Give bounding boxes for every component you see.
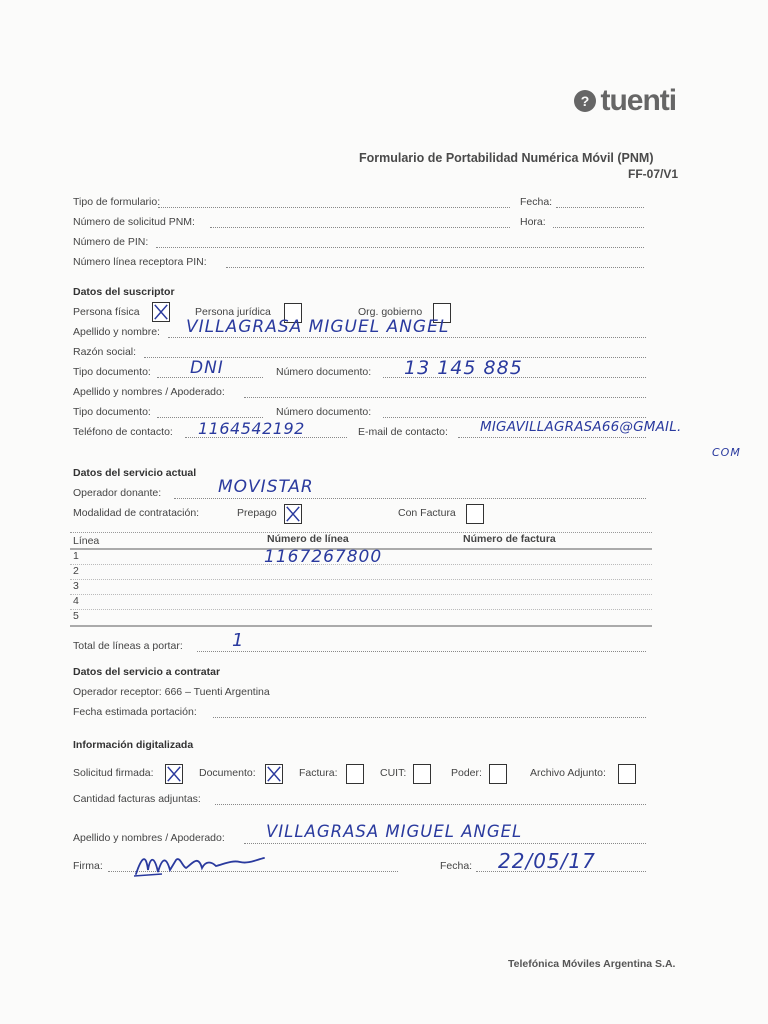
tuenti-logo-text: tuenti bbox=[600, 84, 677, 117]
persona-juridica-label: Persona jurídica bbox=[195, 306, 271, 318]
apellido-nombre-label: Apellido y nombre: bbox=[73, 326, 160, 338]
servicio-actual-heading: Datos del servicio actual bbox=[73, 467, 197, 479]
fecha-estimada-label: Fecha estimada portación: bbox=[73, 706, 197, 718]
tipo-formulario-field[interactable] bbox=[158, 207, 510, 208]
numero-solicitud-field[interactable] bbox=[210, 227, 510, 228]
con-factura-label: Con Factura bbox=[398, 507, 456, 519]
table-row-divider bbox=[70, 594, 652, 595]
cantidad-facturas-label: Cantidad facturas adjuntas: bbox=[73, 793, 201, 805]
digitalizada-heading: Información digitalizada bbox=[73, 739, 194, 751]
table-row: 1 bbox=[73, 550, 79, 562]
operador-donante-field[interactable] bbox=[174, 498, 646, 499]
documento-label: Documento: bbox=[199, 767, 256, 779]
table-row: 2 bbox=[73, 565, 79, 577]
checkmark-x-icon bbox=[266, 765, 282, 783]
operador-donante-label: Operador donante: bbox=[73, 487, 162, 499]
table-header-numero-factura: Número de factura bbox=[463, 533, 556, 545]
apoderado-final-label: Apellido y nombres / Apoderado: bbox=[73, 832, 225, 844]
fecha-final-value: 22/05/17 bbox=[498, 849, 596, 873]
handwritten-signature bbox=[132, 846, 272, 882]
checkmark-x-icon bbox=[153, 303, 169, 321]
operador-receptor-text: Operador receptor: 666 – Tuenti Argentina bbox=[73, 686, 270, 698]
checkmark-x-icon bbox=[285, 505, 301, 523]
form-code: FF-07/V1 bbox=[628, 167, 679, 181]
poder-label: Poder: bbox=[451, 767, 482, 779]
table-row-divider bbox=[70, 564, 652, 565]
solicitud-firmada-label: Solicitud firmada: bbox=[73, 767, 154, 779]
email-value: MIGAVILLAGRASA66@GMAIL. bbox=[480, 419, 682, 435]
telefono-label: Teléfono de contacto: bbox=[73, 426, 173, 438]
archivo-adjunto-label: Archivo Adjunto: bbox=[530, 767, 606, 779]
tipo-documento-value: DNI bbox=[190, 358, 224, 378]
fecha-field[interactable] bbox=[556, 207, 644, 208]
table-row: 4 bbox=[73, 595, 79, 607]
table-row-divider bbox=[70, 609, 652, 610]
tuenti-logo-mark-icon: ? bbox=[574, 90, 596, 112]
apellido-nombre-field[interactable] bbox=[168, 337, 646, 338]
persona-fisica-label: Persona física bbox=[73, 306, 140, 318]
factura-checkbox[interactable] bbox=[346, 764, 364, 784]
solicitud-firmada-checkbox[interactable] bbox=[165, 764, 183, 784]
total-lineas-label: Total de líneas a portar: bbox=[73, 640, 183, 652]
table-row: 5 bbox=[73, 610, 79, 622]
hora-field[interactable] bbox=[553, 227, 644, 228]
apoderado-label: Apellido y nombres / Apoderado: bbox=[73, 386, 225, 398]
tipo-documento2-label: Tipo documento: bbox=[73, 406, 151, 418]
table-top-rule bbox=[70, 532, 652, 533]
numero-pin-label: Número de PIN: bbox=[73, 236, 149, 248]
cuit-label: CUIT: bbox=[380, 767, 407, 779]
total-lineas-value: 1 bbox=[232, 630, 245, 651]
prepago-label: Prepago bbox=[237, 507, 277, 519]
persona-fisica-checkbox[interactable] bbox=[152, 302, 170, 322]
org-gobierno-label: Org. gobierno bbox=[358, 306, 423, 318]
numero-documento-label: Número documento: bbox=[276, 366, 372, 378]
total-lineas-field[interactable] bbox=[197, 651, 646, 652]
fecha-estimada-field[interactable] bbox=[213, 717, 646, 718]
numero-documento-value: 13 145 885 bbox=[404, 357, 523, 379]
hora-label: Hora: bbox=[520, 216, 546, 228]
suscriptor-heading: Datos del suscriptor bbox=[73, 286, 175, 298]
fecha-final-label: Fecha: bbox=[440, 860, 473, 872]
table-row-divider bbox=[70, 579, 652, 580]
email-label: E-mail de contacto: bbox=[358, 426, 448, 438]
checkmark-x-icon bbox=[166, 765, 182, 783]
apellido-nombre-value: VILLAGRASA MIGUEL ANGEL bbox=[186, 317, 450, 337]
tipo-documento-label: Tipo documento: bbox=[73, 366, 151, 378]
tuenti-logo bbox=[574, 84, 676, 118]
numero-documento2-field[interactable] bbox=[383, 417, 646, 418]
documento-checkbox[interactable] bbox=[265, 764, 283, 784]
telefono-value: 1164542192 bbox=[198, 419, 305, 438]
firma-label: Firma: bbox=[73, 860, 103, 872]
servicio-contratar-heading: Datos del servicio a contratar bbox=[73, 666, 221, 678]
table-header-numero-linea: Número de línea bbox=[267, 533, 349, 545]
apoderado-final-value: VILLAGRASA MIGUEL ANGEL bbox=[266, 822, 523, 841]
poder-checkbox[interactable] bbox=[489, 764, 507, 784]
numero-pin-field[interactable] bbox=[156, 247, 644, 248]
archivo-adjunto-checkbox[interactable] bbox=[618, 764, 636, 784]
numero-linea-receptora-label: Número línea receptora PIN: bbox=[73, 256, 207, 268]
form-title: Formulario de Portabilidad Numérica Móvil (PNM) bbox=[359, 151, 654, 165]
factura-label: Factura: bbox=[299, 767, 338, 779]
numero-linea-receptora-field[interactable] bbox=[226, 267, 644, 268]
apoderado-final-field[interactable] bbox=[244, 843, 646, 844]
fecha-label: Fecha: bbox=[520, 196, 553, 208]
con-factura-checkbox[interactable] bbox=[466, 504, 484, 524]
email-field[interactable] bbox=[458, 437, 646, 438]
tipo-documento2-field[interactable] bbox=[157, 417, 263, 418]
numero-solicitud-label: Número de solicitud PNM: bbox=[73, 216, 195, 228]
numero-documento2-label: Número documento: bbox=[276, 406, 372, 418]
operador-donante-value: MOVISTAR bbox=[218, 477, 314, 497]
razon-social-label: Razón social: bbox=[73, 346, 137, 358]
email-value-continuation: COM bbox=[712, 446, 741, 459]
modalidad-label: Modalidad de contratación: bbox=[73, 507, 200, 519]
table-header-linea: Línea bbox=[73, 535, 100, 547]
table-row-numero-value: 1167267800 bbox=[264, 547, 383, 567]
apoderado-field[interactable] bbox=[244, 397, 646, 398]
tipo-formulario-label: Tipo de formulario: bbox=[73, 196, 161, 208]
cuit-checkbox[interactable] bbox=[413, 764, 431, 784]
footer-company: Telefónica Móviles Argentina S.A. bbox=[508, 958, 676, 970]
table-bottom-rule bbox=[70, 625, 652, 627]
prepago-checkbox[interactable] bbox=[284, 504, 302, 524]
cantidad-facturas-field[interactable] bbox=[215, 804, 646, 805]
table-row: 3 bbox=[73, 580, 79, 592]
